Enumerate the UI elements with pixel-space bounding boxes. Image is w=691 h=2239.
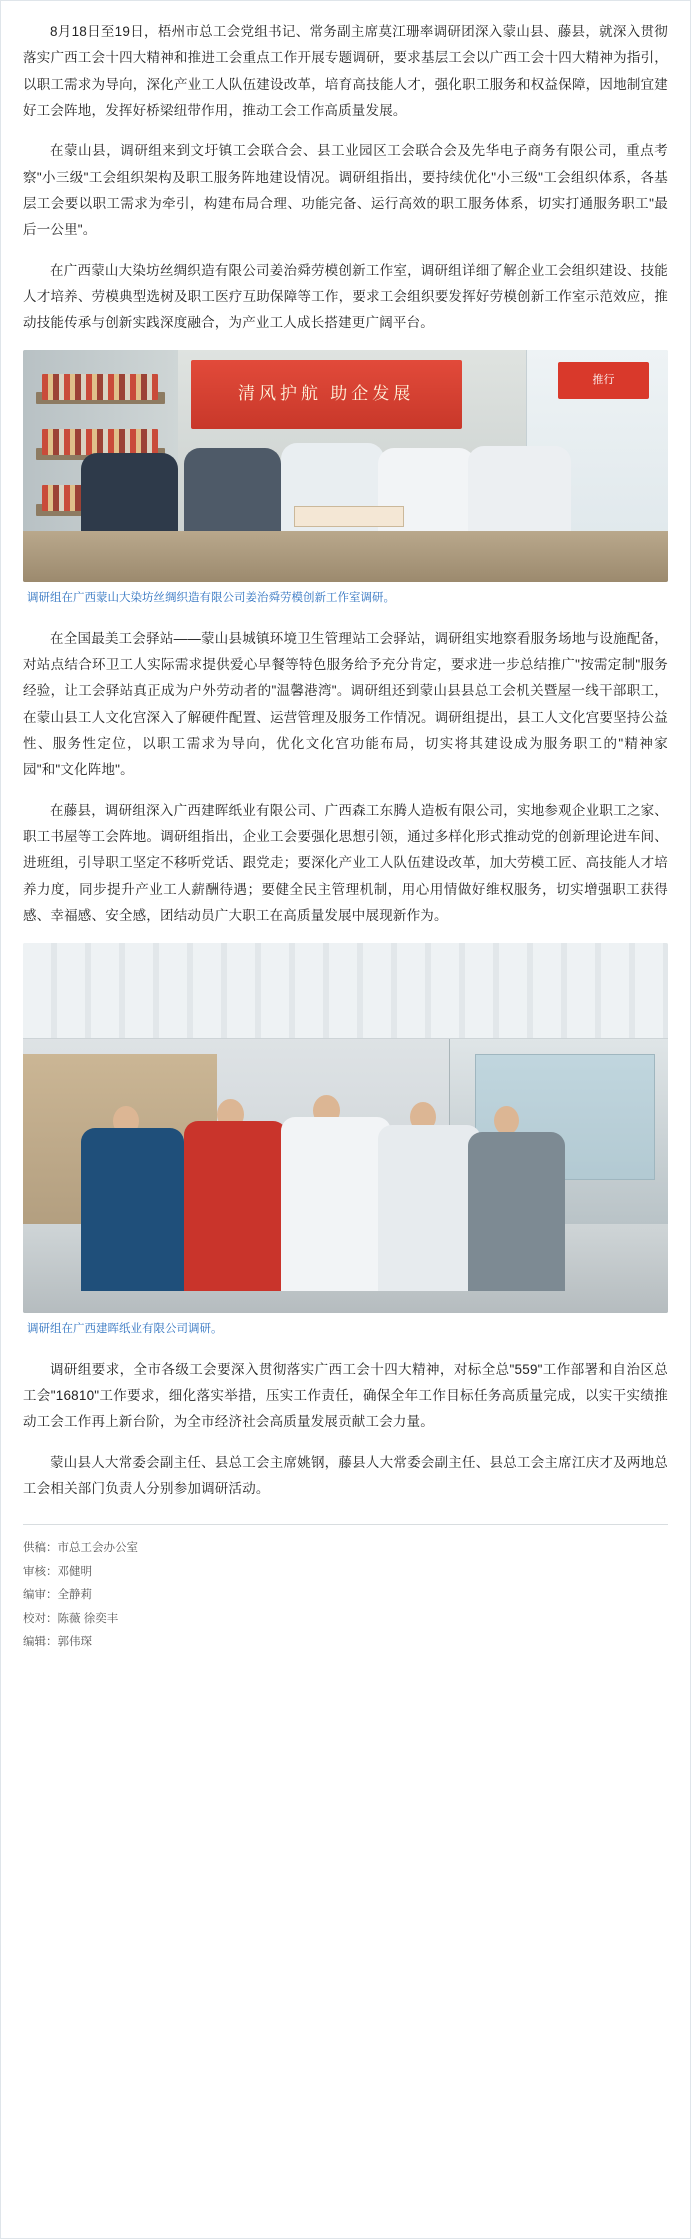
paragraph-1: 8月18日至19日，梧州市总工会党组书记、常务副主席莫江珊率调研团深入蒙山县、藤县，就深入贯彻落实广西工会十四大精神和推进工会重点工作开展专题调研，要求基层工会以广西工会十四大精神为指引，以职工需求为导向，深化产业工人队伍建设改革，培育高技能人才，强化职工服务和权益保障，因地制宜建好工会阵地，发挥好桥梁纽带作用，推动工会工作高质量发展。 [23, 24, 668, 118]
paragraph-7: 蒙山县人大常委会副主任、县总工会主席姚钢，藤县人大常委会副主任、县总工会主席江庆才及两地总工会相关部门负责人分别参加调研活动。 [23, 1454, 668, 1496]
footer-credit-editor [23, 1631, 668, 1655]
photo1-books-mid [42, 429, 158, 455]
photo1-table [23, 531, 668, 582]
footer-value-reviewer: 邓健明 [57, 1565, 92, 1578]
paragraph-2: 在蒙山县，调研组来到文圩镇工会联合会、县工业园区工会联合会及先华电子商务有限公司，重点考察"小三级"工会组织架构及职工服务阵地建设情况。调研组指出，要持续优化"小三级"工会组织体系，各基层工会要以职工需求为牵引，构建布局合理、功能完备、运行高效的职工服务体系，切实打通服务职工"最后一公里"。 [23, 143, 668, 238]
photo1-books-top [42, 374, 158, 400]
footer-credit-editor-in-chief [23, 1584, 668, 1608]
photo1-document [294, 506, 404, 527]
figure-2-caption: 调研组在广西建晖纸业有限公司调研。 [27, 1323, 223, 1336]
footer-credit-source [23, 1537, 668, 1561]
footer-label-editor: 编辑： [23, 1636, 58, 1649]
footer-value-proofreader: 陈薇 徐奕丰 [57, 1612, 119, 1625]
footer-credit-reviewer [23, 1561, 668, 1585]
photo1-person-body-5 [468, 446, 571, 532]
figure-1-caption: 调研组在广西蒙山大染坊丝绸织造有限公司姜治舜劳模创新工作室调研。 [27, 592, 395, 605]
footer-value-source: 市总工会办公室 [57, 1542, 138, 1555]
footer-label-source: 供稿： [23, 1542, 58, 1555]
photo2-person-body-5 [468, 1132, 565, 1291]
photo2-person-body-3 [281, 1117, 391, 1291]
paragraph-3: 在广西蒙山大染坊丝绸织造有限公司姜治舜劳模创新工作室，调研组详细了解企业工会组织建设、技能人才培养、劳模典型选树及职工医疗互助保障等工作，要求工会组织要发挥好劳模创新工作室示范效应，推动技能传承与创新实践深度融合，为产业工人成长搭建更广阔平台。 [23, 262, 668, 331]
photo2-person-body-4 [378, 1125, 481, 1292]
photo-innovation-studio [23, 350, 668, 582]
footer-label-reviewer: 审核： [23, 1565, 58, 1578]
paragraph-5: 在藤县，调研组深入广西建晖纸业有限公司、广西森工东腾人造板有限公司，实地参观企业职工之家、职工书屋等工会阵地。调研组指出，企业工会要强化思想引领，通过多样化形式推动党的创新理论进车间、进班组，引导职工坚定不移听党话、跟党走；要深化产业工人队伍建设改革，加大劳模工匠、高技能人才培养力度，同步提升产业工人薪酬待遇；要健全民主管理机制，用心用情做好维权服务，切实增强职工获得感、幸福感、安全感，团结动员广大职工在高质量发展中展现新作为。 [23, 802, 668, 923]
footer-divider [23, 1524, 668, 1525]
photo1-red-sign: 推行 [558, 362, 648, 399]
figure-1 [23, 350, 668, 607]
footer-label-editor-in-chief: 编审： [23, 1589, 58, 1602]
photo1-banner: 清风护航 助企发展 [191, 360, 462, 430]
photo1-person-body-1 [81, 453, 178, 532]
paragraph-4: 在全国最美工会驿站——蒙山县城镇环境卫生管理站工会驿站，调研组实地察看服务场地与设施配备，对站点结合环卫工人实际需求提供爱心早餐等特色服务给予充分肯定，要求进一步总结推广"按需定制"服务经验，让工会驿站真正成为户外劳动者的"温馨港湾"。调研组还到蒙山县县总工会机关暨屋一线干部职工，在蒙山县工人文化宫深入了解硬件配置、运营管理及服务工作情况。调研组提出，县工人文化宫要坚持公益性、服务性定位，以职工需求为导向，优化文化宫功能布局，切实将其建设成为服务职工的"精神家园"和"文化阵地"。 [23, 630, 668, 778]
footer-value-editor-in-chief: 全静莉 [57, 1589, 92, 1602]
paragraph-6: 调研组要求，全市各级工会要深入贯彻落实广西工会十四大精神，对标全总"559"工作部署和自治区总工会"16810"工作要求，细化落实举措，压实工作责任，确保全年工作目标任务高质量完成，以实干实绩推动工会工作再上新台阶，为全市经济社会高质量发展贡献工会力量。 [23, 1361, 668, 1430]
photo2-ceiling [23, 943, 668, 1039]
figure-2 [23, 943, 668, 1338]
photo2-person-body-2 [184, 1121, 287, 1291]
footer-value-editor: 郭伟琛 [57, 1636, 92, 1649]
photo2-person-head-5 [494, 1106, 519, 1135]
photo-paper-company [23, 943, 668, 1313]
footer-label-proofreader: 校对： [23, 1612, 58, 1625]
footer-credit-proofreader [23, 1608, 668, 1632]
photo2-person-body-1 [81, 1128, 184, 1291]
photo1-person-body-2 [184, 448, 281, 532]
